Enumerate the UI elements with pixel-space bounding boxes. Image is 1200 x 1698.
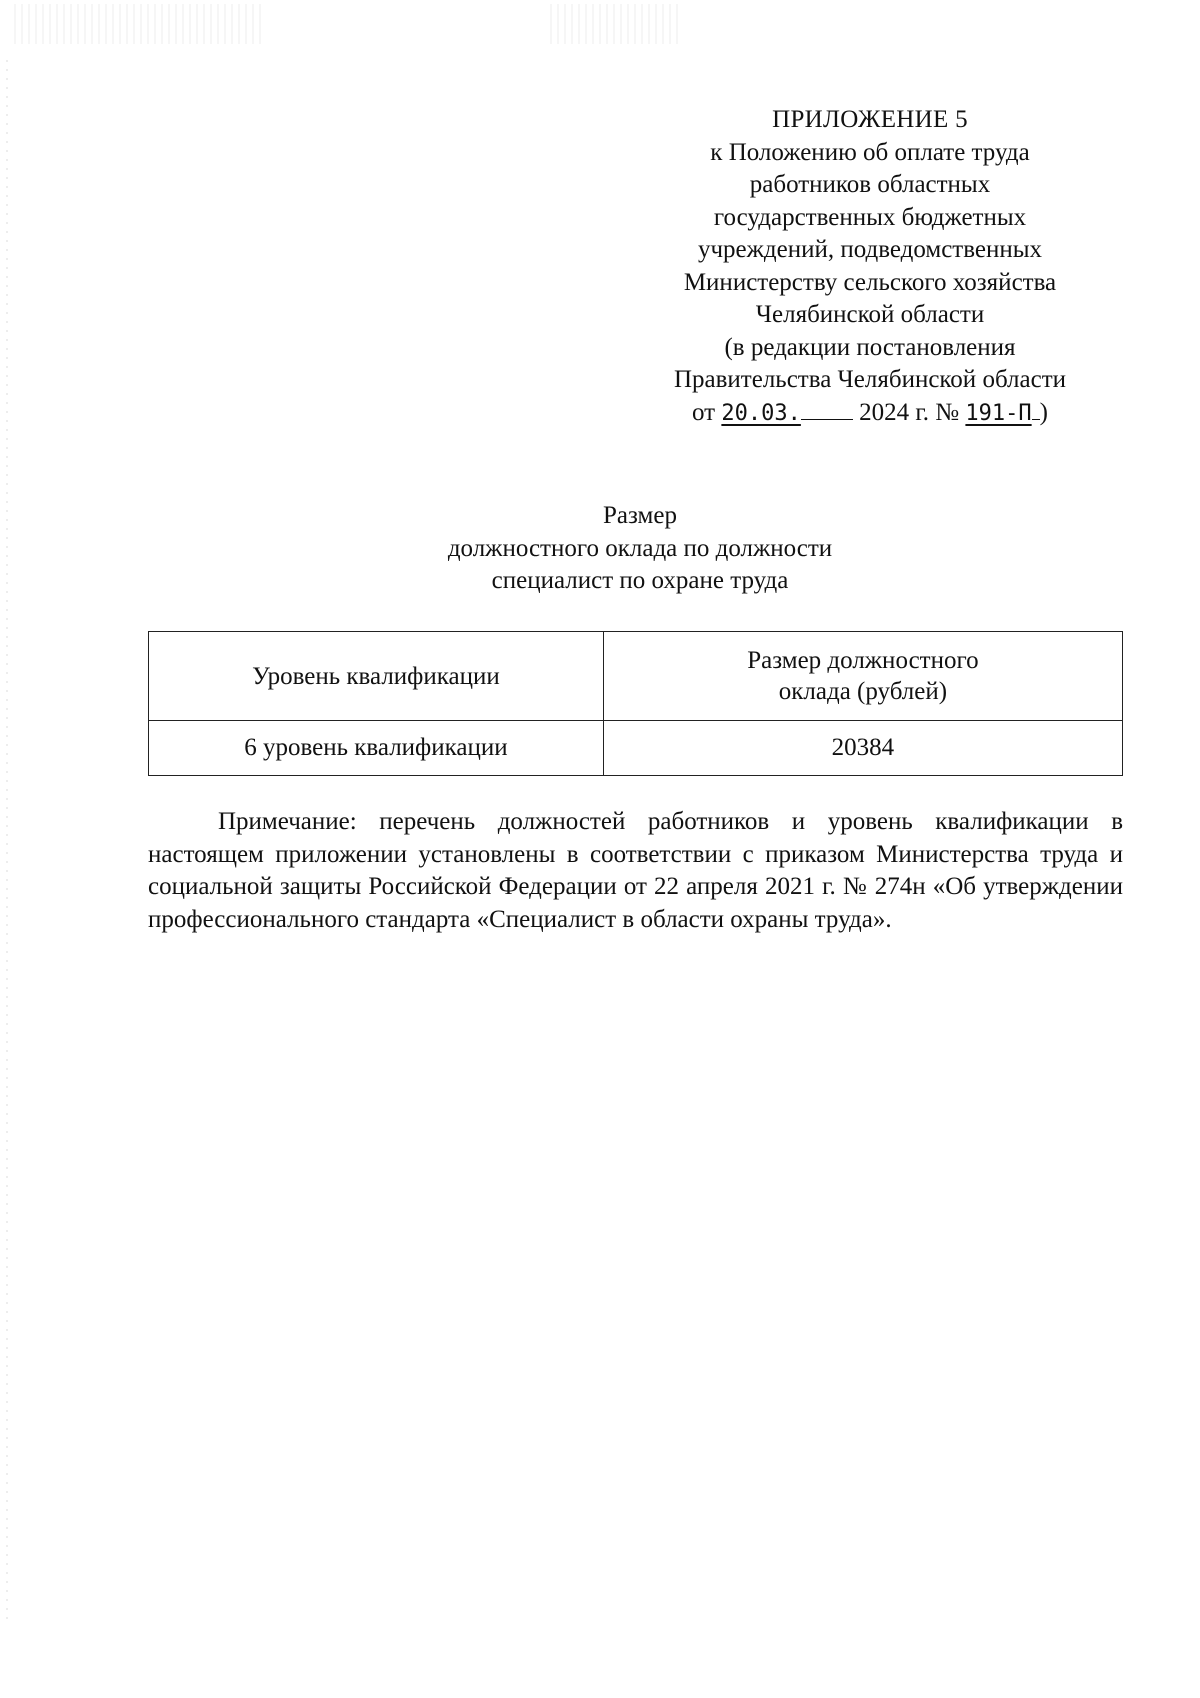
- salary-table: [148, 631, 1123, 776]
- column-header-salary-line: Размер должностного: [747, 647, 979, 674]
- appendix-line: государственных бюджетных: [713, 203, 1027, 231]
- resolution-year-number-label: 2024 г. №: [859, 398, 960, 426]
- table-row: [149, 721, 1123, 776]
- table-header-row: [149, 632, 1123, 721]
- column-header-salary: [603, 632, 1122, 721]
- column-header-salary-line: оклада (рублей): [778, 678, 948, 705]
- document-heading: [300, 500, 980, 598]
- appendix-line: Правительства Челябинской области: [673, 366, 1067, 393]
- appendix-title: ПРИЛОЖЕНИЕ 5: [772, 106, 968, 133]
- resolution-date: 20.03.: [721, 400, 801, 426]
- number-underline: [1032, 419, 1040, 420]
- date-underline: [801, 419, 853, 420]
- closing-paren: ): [1039, 398, 1048, 426]
- resolution-number: 191-П: [965, 400, 1032, 426]
- appendix-line: работников областных: [749, 171, 991, 198]
- heading-line: Размер: [603, 502, 677, 529]
- heading-line: должностного оклада по должности: [447, 534, 833, 562]
- date-prefix: от: [692, 398, 716, 426]
- resolution-date-line: [630, 397, 1110, 431]
- heading-line: специалист по охране труда: [491, 567, 789, 594]
- scan-artifact: [14, 4, 264, 44]
- appendix-line: (в редакции постановления: [724, 333, 1016, 361]
- table-cell-level: 6 уровень квалификации: [149, 721, 604, 776]
- scan-artifact: [550, 4, 680, 44]
- appendix-line: к Положению об оплате труда: [710, 138, 1030, 166]
- appendix-line: Челябинской области: [755, 301, 985, 328]
- appendix-line: Министерству сельского хозяйства: [683, 268, 1057, 296]
- column-header-level: Уровень квалификации: [149, 632, 604, 721]
- appendix-header: [630, 104, 1110, 430]
- appendix-line: учреждений, подведомственных: [697, 236, 1043, 263]
- table-cell-salary: 20384: [603, 721, 1122, 776]
- note-paragraph: Примечание: перечень должностей работников и уровень квалификации в настоящем приложении установлены в соответствии с приказом Министерства труда и социальной защиты Российской Федерации от 22 апреля 2021 г. № 274н «Об утверждении профессионального стандарта «Специалист в области охраны труда».: [148, 808, 1123, 933]
- scan-margin-artifact: [6, 60, 8, 1620]
